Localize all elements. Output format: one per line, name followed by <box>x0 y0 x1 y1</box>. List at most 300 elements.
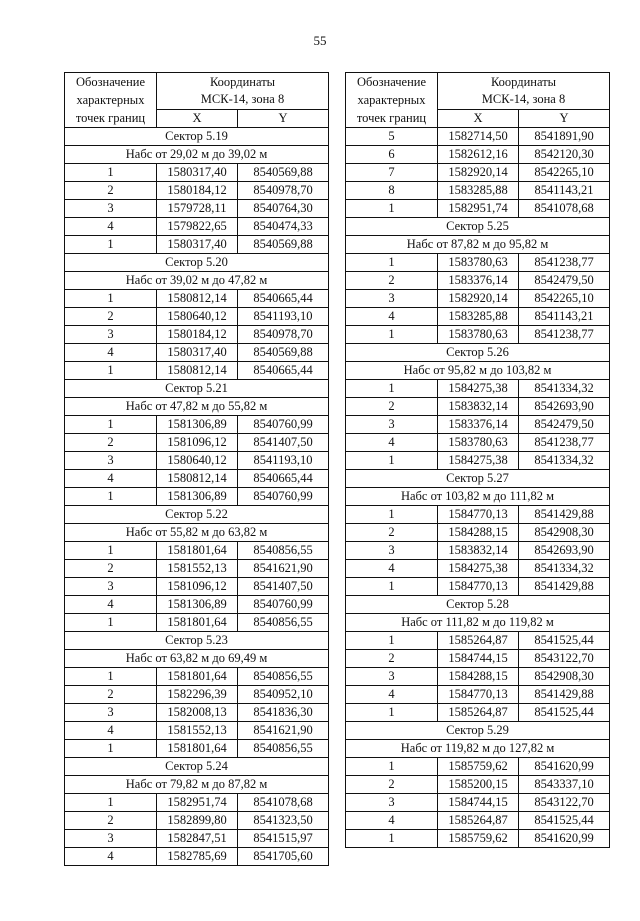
x-coordinate-cell: 1581096,12 <box>157 578 238 596</box>
nabs-range: Набс от 63,82 м до 69,49 м <box>65 650 329 668</box>
x-coordinate-cell: 1580640,12 <box>157 308 238 326</box>
sector-title: Сектор 5.21 <box>65 380 329 398</box>
y-coordinate-cell: 8540978,70 <box>238 182 329 200</box>
point-number-cell: 1 <box>65 542 157 560</box>
sector-row <box>346 218 610 236</box>
nabs-range: Набс от 103,82 м до 111,82 м <box>346 488 610 506</box>
sector-row <box>346 596 610 614</box>
y-coordinate-cell: 8540665,44 <box>238 362 329 380</box>
x-coordinate-cell: 1581801,64 <box>157 668 238 686</box>
point-number-cell: 1 <box>65 668 157 686</box>
x-coordinate-cell: 1579728,11 <box>157 200 238 218</box>
nabs-row <box>346 236 610 254</box>
header-label-line: Обозначение <box>75 75 146 89</box>
y-coordinate-cell: 8541078,68 <box>238 794 329 812</box>
y-coordinate-cell: 8541525,44 <box>519 704 610 722</box>
sector-title: Сектор 5.24 <box>65 758 329 776</box>
x-coordinate-cell: 1584288,15 <box>438 524 519 542</box>
table-row <box>346 668 610 686</box>
point-number-cell: 4 <box>65 722 157 740</box>
point-number-cell: 4 <box>346 686 438 704</box>
point-number-cell: 6 <box>346 146 438 164</box>
table-body-right <box>346 128 610 848</box>
table-row <box>65 614 329 632</box>
nabs-range: Набс от 111,82 м до 119,82 м <box>346 614 610 632</box>
x-coordinate-cell: 1584275,38 <box>438 560 519 578</box>
y-coordinate-cell: 8540856,55 <box>238 614 329 632</box>
table-row <box>346 560 610 578</box>
point-number-cell: 1 <box>346 758 438 776</box>
header-label-line: Обозначение <box>356 75 427 89</box>
table-row <box>346 650 610 668</box>
y-coordinate-cell: 8541334,32 <box>519 452 610 470</box>
table-row <box>346 434 610 452</box>
sector-row <box>65 380 329 398</box>
x-coordinate-cell: 1581096,12 <box>157 434 238 452</box>
point-number-cell: 1 <box>346 578 438 596</box>
point-number-cell: 1 <box>346 830 438 848</box>
table-row <box>65 470 329 488</box>
table-row <box>346 758 610 776</box>
point-number-cell: 4 <box>65 596 157 614</box>
y-coordinate-cell: 8540764,30 <box>238 200 329 218</box>
x-coordinate-cell: 1582920,14 <box>438 164 519 182</box>
y-coordinate-cell: 8541407,50 <box>238 434 329 452</box>
point-number-cell: 4 <box>346 434 438 452</box>
point-number-cell: 3 <box>65 200 157 218</box>
y-coordinate-cell: 8541143,21 <box>519 182 610 200</box>
y-coordinate-cell: 8541078,68 <box>519 200 610 218</box>
y-coordinate-cell: 8542265,10 <box>519 164 610 182</box>
table-row <box>346 326 610 344</box>
y-coordinate-cell: 8541238,77 <box>519 254 610 272</box>
sector-row <box>346 344 610 362</box>
x-coordinate-cell: 1583780,63 <box>438 434 519 452</box>
table-row <box>346 200 610 218</box>
nabs-row <box>65 776 329 794</box>
table-row <box>65 308 329 326</box>
nabs-range: Набс от 119,82 м до 127,82 м <box>346 740 610 758</box>
x-coordinate-cell: 1583376,14 <box>438 416 519 434</box>
x-coordinate-cell: 1580812,14 <box>157 470 238 488</box>
x-coordinate-cell: 1584275,38 <box>438 380 519 398</box>
x-coordinate-cell: 1582899,80 <box>157 812 238 830</box>
table-row <box>65 560 329 578</box>
x-coordinate-cell: 1581801,64 <box>157 740 238 758</box>
point-number-cell: 3 <box>65 452 157 470</box>
nabs-range: Набс от 95,82 м до 103,82 м <box>346 362 610 380</box>
header-label-line: точек границ <box>356 111 427 125</box>
x-coordinate-cell: 1582951,74 <box>157 794 238 812</box>
point-number-cell: 1 <box>346 380 438 398</box>
point-number-cell: 1 <box>65 164 157 182</box>
table-row <box>346 254 610 272</box>
point-number-cell: 3 <box>65 578 157 596</box>
table-row <box>65 668 329 686</box>
table-body-left <box>65 128 329 866</box>
point-number-cell: 1 <box>65 740 157 758</box>
y-coordinate-cell: 8541429,88 <box>519 686 610 704</box>
header-x: X <box>438 110 519 128</box>
x-coordinate-cell: 1584744,15 <box>438 650 519 668</box>
y-coordinate-cell: 8541525,44 <box>519 632 610 650</box>
x-coordinate-cell: 1584770,13 <box>438 506 519 524</box>
point-number-cell: 4 <box>65 344 157 362</box>
table-row <box>346 704 610 722</box>
x-coordinate-cell: 1581306,89 <box>157 416 238 434</box>
point-number-cell: 3 <box>65 326 157 344</box>
table-row <box>346 308 610 326</box>
table-row <box>346 578 610 596</box>
y-coordinate-cell: 8541334,32 <box>519 560 610 578</box>
table-row <box>65 344 329 362</box>
x-coordinate-cell: 1582847,51 <box>157 830 238 848</box>
y-coordinate-cell: 8542693,90 <box>519 398 610 416</box>
sector-title: Сектор 5.22 <box>65 506 329 524</box>
nabs-row <box>346 614 610 632</box>
table-row <box>65 236 329 254</box>
table-row <box>65 740 329 758</box>
y-coordinate-cell: 8541620,99 <box>519 758 610 776</box>
header-y: Y <box>238 110 329 128</box>
point-number-cell: 1 <box>65 488 157 506</box>
y-coordinate-cell: 8541193,10 <box>238 308 329 326</box>
table-row <box>346 830 610 848</box>
x-coordinate-cell: 1582296,39 <box>157 686 238 704</box>
y-coordinate-cell: 8540665,44 <box>238 470 329 488</box>
table-row <box>65 830 329 848</box>
y-coordinate-cell: 8540760,99 <box>238 416 329 434</box>
x-coordinate-cell: 1582612,16 <box>438 146 519 164</box>
table-row <box>65 848 329 866</box>
sector-row <box>346 722 610 740</box>
x-coordinate-cell: 1585264,87 <box>438 632 519 650</box>
table-row <box>65 704 329 722</box>
table-row <box>346 380 610 398</box>
nabs-range: Набс от 87,82 м до 95,82 м <box>346 236 610 254</box>
x-coordinate-cell: 1582785,69 <box>157 848 238 866</box>
x-coordinate-cell: 1581552,13 <box>157 560 238 578</box>
point-number-cell: 3 <box>346 542 438 560</box>
sector-row <box>346 470 610 488</box>
point-number-cell: 2 <box>346 398 438 416</box>
header-coords-line: МСК-14, зона 8 <box>481 92 566 106</box>
point-number-cell: 2 <box>346 776 438 794</box>
x-coordinate-cell: 1583285,88 <box>438 182 519 200</box>
table-row <box>346 542 610 560</box>
point-number-cell: 3 <box>65 830 157 848</box>
x-coordinate-cell: 1582951,74 <box>438 200 519 218</box>
x-coordinate-cell: 1583832,14 <box>438 398 519 416</box>
nabs-row <box>65 524 329 542</box>
x-coordinate-cell: 1583285,88 <box>438 308 519 326</box>
x-coordinate-cell: 1580317,40 <box>157 236 238 254</box>
table-row <box>65 182 329 200</box>
y-coordinate-cell: 8540569,88 <box>238 236 329 254</box>
coordinates-table-left <box>64 72 329 866</box>
point-number-cell: 4 <box>65 470 157 488</box>
point-number-cell: 1 <box>65 362 157 380</box>
table-row <box>65 722 329 740</box>
y-coordinate-cell: 8541621,90 <box>238 722 329 740</box>
y-coordinate-cell: 8540665,44 <box>238 290 329 308</box>
point-number-cell: 4 <box>65 848 157 866</box>
header-label-line: характерных <box>357 93 426 107</box>
y-coordinate-cell: 8542479,50 <box>519 416 610 434</box>
point-number-cell: 4 <box>346 812 438 830</box>
point-number-cell: 2 <box>346 650 438 668</box>
y-coordinate-cell: 8541429,88 <box>519 506 610 524</box>
y-coordinate-cell: 8540569,88 <box>238 344 329 362</box>
y-coordinate-cell: 8542479,50 <box>519 272 610 290</box>
point-number-cell: 2 <box>65 686 157 704</box>
header-point-label <box>65 73 157 128</box>
table-row <box>346 146 610 164</box>
nabs-range: Набс от 39,02 м до 47,82 м <box>65 272 329 290</box>
point-number-cell: 3 <box>65 704 157 722</box>
x-coordinate-cell: 1583832,14 <box>438 542 519 560</box>
x-coordinate-cell: 1580812,14 <box>157 290 238 308</box>
table-row <box>346 452 610 470</box>
y-coordinate-cell: 8541238,77 <box>519 434 610 452</box>
x-coordinate-cell: 1580184,12 <box>157 326 238 344</box>
point-number-cell: 1 <box>346 326 438 344</box>
header-x: X <box>157 110 238 128</box>
y-coordinate-cell: 8542265,10 <box>519 290 610 308</box>
y-coordinate-cell: 8541407,50 <box>238 578 329 596</box>
x-coordinate-cell: 1585264,87 <box>438 812 519 830</box>
point-number-cell: 1 <box>346 452 438 470</box>
sector-title: Сектор 5.20 <box>65 254 329 272</box>
point-number-cell: 2 <box>65 182 157 200</box>
sector-title: Сектор 5.29 <box>346 722 610 740</box>
point-number-cell: 2 <box>65 812 157 830</box>
point-number-cell: 5 <box>346 128 438 146</box>
sector-title: Сектор 5.25 <box>346 218 610 236</box>
x-coordinate-cell: 1580317,40 <box>157 164 238 182</box>
point-number-cell: 2 <box>65 434 157 452</box>
page-number: 55 <box>313 33 327 48</box>
x-coordinate-cell: 1583780,63 <box>438 326 519 344</box>
table-row <box>65 452 329 470</box>
y-coordinate-cell: 8541621,90 <box>238 560 329 578</box>
sector-title: Сектор 5.28 <box>346 596 610 614</box>
table-row <box>65 812 329 830</box>
table-row <box>65 686 329 704</box>
y-coordinate-cell: 8541515,97 <box>238 830 329 848</box>
point-number-cell: 1 <box>65 794 157 812</box>
header-coords-line: Координаты <box>209 75 276 89</box>
coordinates-table-right <box>345 72 610 848</box>
table-row <box>65 416 329 434</box>
y-coordinate-cell: 8540978,70 <box>238 326 329 344</box>
x-coordinate-cell: 1581306,89 <box>157 488 238 506</box>
point-number-cell: 3 <box>346 290 438 308</box>
point-number-cell: 4 <box>346 560 438 578</box>
table-row <box>65 362 329 380</box>
nabs-range: Набс от 55,82 м до 63,82 м <box>65 524 329 542</box>
x-coordinate-cell: 1580640,12 <box>157 452 238 470</box>
point-number-cell: 1 <box>346 254 438 272</box>
header-coords-line: МСК-14, зона 8 <box>200 92 285 106</box>
point-number-cell: 1 <box>346 704 438 722</box>
x-coordinate-cell: 1580184,12 <box>157 182 238 200</box>
nabs-row <box>65 272 329 290</box>
nabs-row <box>346 740 610 758</box>
y-coordinate-cell: 8542908,30 <box>519 668 610 686</box>
table-row <box>346 524 610 542</box>
point-number-cell: 1 <box>346 506 438 524</box>
table-row <box>65 596 329 614</box>
y-coordinate-cell: 8542908,30 <box>519 524 610 542</box>
y-coordinate-cell: 8540760,99 <box>238 596 329 614</box>
x-coordinate-cell: 1581801,64 <box>157 614 238 632</box>
table-row <box>346 776 610 794</box>
x-coordinate-cell: 1581552,13 <box>157 722 238 740</box>
y-coordinate-cell: 8540856,55 <box>238 668 329 686</box>
point-number-cell: 7 <box>346 164 438 182</box>
nabs-row <box>65 398 329 416</box>
x-coordinate-cell: 1584275,38 <box>438 452 519 470</box>
table-row <box>346 182 610 200</box>
table-row <box>65 290 329 308</box>
table-row <box>65 218 329 236</box>
x-coordinate-cell: 1584770,13 <box>438 686 519 704</box>
x-coordinate-cell: 1582008,13 <box>157 704 238 722</box>
x-coordinate-cell: 1583376,14 <box>438 272 519 290</box>
y-coordinate-cell: 8541193,10 <box>238 452 329 470</box>
y-coordinate-cell: 8540474,33 <box>238 218 329 236</box>
x-coordinate-cell: 1584288,15 <box>438 668 519 686</box>
table-row <box>65 434 329 452</box>
point-number-cell: 1 <box>65 236 157 254</box>
x-coordinate-cell: 1581801,64 <box>157 542 238 560</box>
nabs-range: Набс от 29,02 м до 39,02 м <box>65 146 329 164</box>
header-label-line: характерных <box>76 93 145 107</box>
point-number-cell: 2 <box>65 560 157 578</box>
y-coordinate-cell: 8541525,44 <box>519 812 610 830</box>
sector-title: Сектор 5.23 <box>65 632 329 650</box>
y-coordinate-cell: 8542120,30 <box>519 146 610 164</box>
y-coordinate-cell: 8541143,21 <box>519 308 610 326</box>
table-row <box>346 686 610 704</box>
x-coordinate-cell: 1583780,63 <box>438 254 519 272</box>
point-number-cell: 3 <box>346 668 438 686</box>
nabs-row <box>65 146 329 164</box>
sector-row <box>65 128 329 146</box>
sector-row <box>65 632 329 650</box>
x-coordinate-cell: 1579822,65 <box>157 218 238 236</box>
table-row <box>65 164 329 182</box>
sector-row <box>65 506 329 524</box>
table-row <box>65 326 329 344</box>
x-coordinate-cell: 1582920,14 <box>438 290 519 308</box>
point-number-cell: 3 <box>346 416 438 434</box>
y-coordinate-cell: 8541705,60 <box>238 848 329 866</box>
table-row <box>346 506 610 524</box>
y-coordinate-cell: 8543122,70 <box>519 794 610 812</box>
table-row <box>65 488 329 506</box>
x-coordinate-cell: 1585200,15 <box>438 776 519 794</box>
header-y: Y <box>519 110 610 128</box>
y-coordinate-cell: 8541323,50 <box>238 812 329 830</box>
y-coordinate-cell: 8543337,10 <box>519 776 610 794</box>
table-row <box>346 398 610 416</box>
header-coords-line: Координаты <box>490 75 557 89</box>
nabs-row <box>346 488 610 506</box>
sector-title: Сектор 5.26 <box>346 344 610 362</box>
nabs-range: Набс от 79,82 м до 87,82 м <box>65 776 329 794</box>
point-number-cell: 1 <box>65 416 157 434</box>
table-row <box>346 416 610 434</box>
point-number-cell: 2 <box>346 524 438 542</box>
x-coordinate-cell: 1585759,62 <box>438 758 519 776</box>
point-number-cell: 1 <box>65 614 157 632</box>
table-row <box>346 290 610 308</box>
header-coordinates <box>157 73 329 110</box>
nabs-row <box>346 362 610 380</box>
y-coordinate-cell: 8540952,10 <box>238 686 329 704</box>
table-row <box>346 128 610 146</box>
point-number-cell: 4 <box>346 308 438 326</box>
table-row <box>65 578 329 596</box>
nabs-row <box>65 650 329 668</box>
header-coordinates <box>438 73 610 110</box>
y-coordinate-cell: 8542693,90 <box>519 542 610 560</box>
y-coordinate-cell: 8543122,70 <box>519 650 610 668</box>
table-row <box>346 812 610 830</box>
x-coordinate-cell: 1581306,89 <box>157 596 238 614</box>
x-coordinate-cell: 1580317,40 <box>157 344 238 362</box>
header-label-line: точек границ <box>75 111 146 125</box>
point-number-cell: 1 <box>346 632 438 650</box>
x-coordinate-cell: 1584770,13 <box>438 578 519 596</box>
point-number-cell: 3 <box>346 794 438 812</box>
point-number-cell: 8 <box>346 182 438 200</box>
x-coordinate-cell: 1580812,14 <box>157 362 238 380</box>
nabs-range: Набс от 47,82 м до 55,82 м <box>65 398 329 416</box>
y-coordinate-cell: 8540856,55 <box>238 740 329 758</box>
point-number-cell: 2 <box>65 308 157 326</box>
y-coordinate-cell: 8541334,32 <box>519 380 610 398</box>
header-point-label <box>346 73 438 128</box>
table-row <box>65 200 329 218</box>
point-number-cell: 1 <box>65 290 157 308</box>
sector-row <box>65 758 329 776</box>
y-coordinate-cell: 8541836,30 <box>238 704 329 722</box>
y-coordinate-cell: 8541429,88 <box>519 578 610 596</box>
table-row <box>346 632 610 650</box>
table-row <box>65 794 329 812</box>
y-coordinate-cell: 8541238,77 <box>519 326 610 344</box>
sector-title: Сектор 5.27 <box>346 470 610 488</box>
table-row <box>346 272 610 290</box>
point-number-cell: 2 <box>346 272 438 290</box>
table-row <box>65 542 329 560</box>
point-number-cell: 4 <box>65 218 157 236</box>
x-coordinate-cell: 1584744,15 <box>438 794 519 812</box>
point-number-cell: 1 <box>346 200 438 218</box>
table-row <box>346 164 610 182</box>
x-coordinate-cell: 1585759,62 <box>438 830 519 848</box>
x-coordinate-cell: 1585264,87 <box>438 704 519 722</box>
y-coordinate-cell: 8540760,99 <box>238 488 329 506</box>
y-coordinate-cell: 8540856,55 <box>238 542 329 560</box>
y-coordinate-cell: 8541620,99 <box>519 830 610 848</box>
y-coordinate-cell: 8541891,90 <box>519 128 610 146</box>
sector-title: Сектор 5.19 <box>65 128 329 146</box>
y-coordinate-cell: 8540569,88 <box>238 164 329 182</box>
